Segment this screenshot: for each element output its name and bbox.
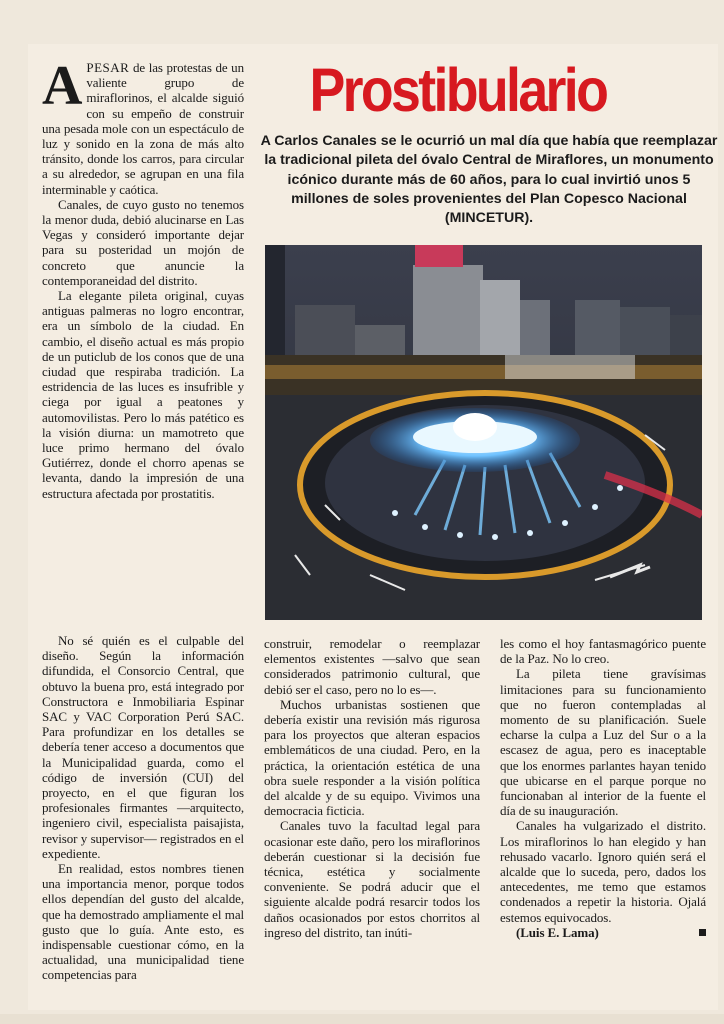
headline: Prostibulario — [309, 56, 607, 124]
lead-capword: PESAR — [86, 60, 130, 75]
author-signature — [500, 925, 706, 940]
paragraph: En realidad, estos nombres tienen una importancia menor, porque todos ellos dependían del gusto del alcalde, que ha demostrado ampliamente el mal gusto que lo guía. Ante esto, es indispensable cuestionar cómo, en la actualidad, una municipalidad tiene competencias para — [42, 861, 244, 983]
signature-text: (Luis E. Lama) — [516, 924, 599, 940]
paragraph: Muchos urbanistas sostienen que debería existir una revisión más rigurosa para los proyectos que alteran espacios emblemáticos de una ciudad. Pero, en la práctica, la orientación estética de una obra suele responder a la visión política del alcalde y de su equipo. Vivimos una democracia ficticia. — [264, 696, 480, 819]
end-mark-icon — [699, 929, 706, 936]
paragraph: Canales, de cuyo gusto no tenemos la menor duda, debió alucinarse en Las Vegas y consideró importante dejar para su posteridad un mojón de concreto que anuncie la contemporaneidad del distrito. — [42, 196, 244, 288]
night-fountain-illustration — [265, 245, 702, 620]
paragraph: Canales tuvo la facultad legal para ocasionar este daño, pero los miraflorinos deberán cuestionar si la decisión fue técnica, estética y socialmente conveniente. Se podrá aducir que el siguiente alcalde podrá resarcir todos los daños ocasionados por estos chorritos al ingreso del distrito, tan inúti- — [264, 818, 480, 940]
paragraph: Canales ha vulgarizado el distrito. Los miraflorinos lo han elegido y han rehusado vacarlo. Ignoro quién será el alcalde que lo suceda, pero, dados los antecedentes, me temo que estamos condenados a repetir la historia. Ojalá estemos equivocados. — [500, 818, 706, 925]
paragraph: No sé quién es el culpable del diseño. Según la información difundida, el Consorcio Central, que obtuvo la buena pro, está integrado por Constructora e Inmobiliaria Espinar SAC y VAC Corporation Perú SAC. Para profundizar en los detalles se debería tener acceso a documentos que la Municipalidad guarda, como el código de inversión (CUI) del proyecto, en el que figuran los profesionales firmantes —arquitecto, ingeniero civil, especialista paisajista, revisor y supervisor— registrados en el expediente. — [42, 633, 244, 861]
paragraph: les como el hoy fantasmagórico puente de la Paz. No lo creo. — [500, 636, 706, 667]
lead-text: de las protestas de un valiente grupo de miraflorinos, el alcalde siguió con su empeño de construir una pesada mole con un espectáculo de luz y sonido en la zona de más alto tránsito, donde los carros, para circular a su alrededor, se agrupan en una fila interminable y caótica. — [42, 60, 244, 197]
fountain-photo — [265, 245, 702, 620]
article-column-1-lower — [42, 633, 244, 1003]
page-bottom-strip — [0, 1014, 724, 1024]
lead-paragraph — [42, 60, 244, 197]
drop-cap: A — [42, 60, 83, 117]
article-column-3 — [500, 636, 706, 1004]
article-column-2 — [264, 636, 480, 1004]
deck-subheadline: A Carlos Canales se le ocurrió un mal día que había que reemplazar la tradicional pileta del óvalo Central de Miraflores, un monumento icónico durante más de 60 años, para lo cual invirtió unos 5 millones de soles provenientes del Plan Copesco Nacional (MINCETUR). — [260, 133, 718, 227]
paragraph: construir, remodelar o reemplazar elementos existentes —salvo que sean considerados patrimonio cultural, que debió ser el caso, pero no lo es—. — [264, 636, 480, 697]
newspaper-page — [28, 44, 718, 1010]
paragraph: La pileta tiene gravísimas limitaciones para su funcionamiento que no fueron contempladas al momento de su planificación. Suele echarse la culpa a Luz del Sur o a la escasez de agua, pero es inaceptable que los enormes parlantes hayan tenido que ubicarse en el parque porque no funcionaban al interior de la fuente el día de su inauguración. — [500, 666, 706, 819]
paragraph: La elegante pileta original, cuyas antiguas palmeras no logro encontrar, era un símbolo de la ciudad. En cambio, el diseño actual es más propio de un puticlub de los conos que de una ciudad que respiraba tradición. La estridencia de las luces es insufrible y ciega por igual a peatones y automovilistas. Pero lo más patético es la visión diurna: un mamotreto que luce primo hermano del óvalo Gutiérrez, donde el chorro apenas se levanta, dando la impresión de una estructura afectada por prostatitis. — [42, 288, 244, 501]
article-column-1 — [42, 60, 244, 630]
